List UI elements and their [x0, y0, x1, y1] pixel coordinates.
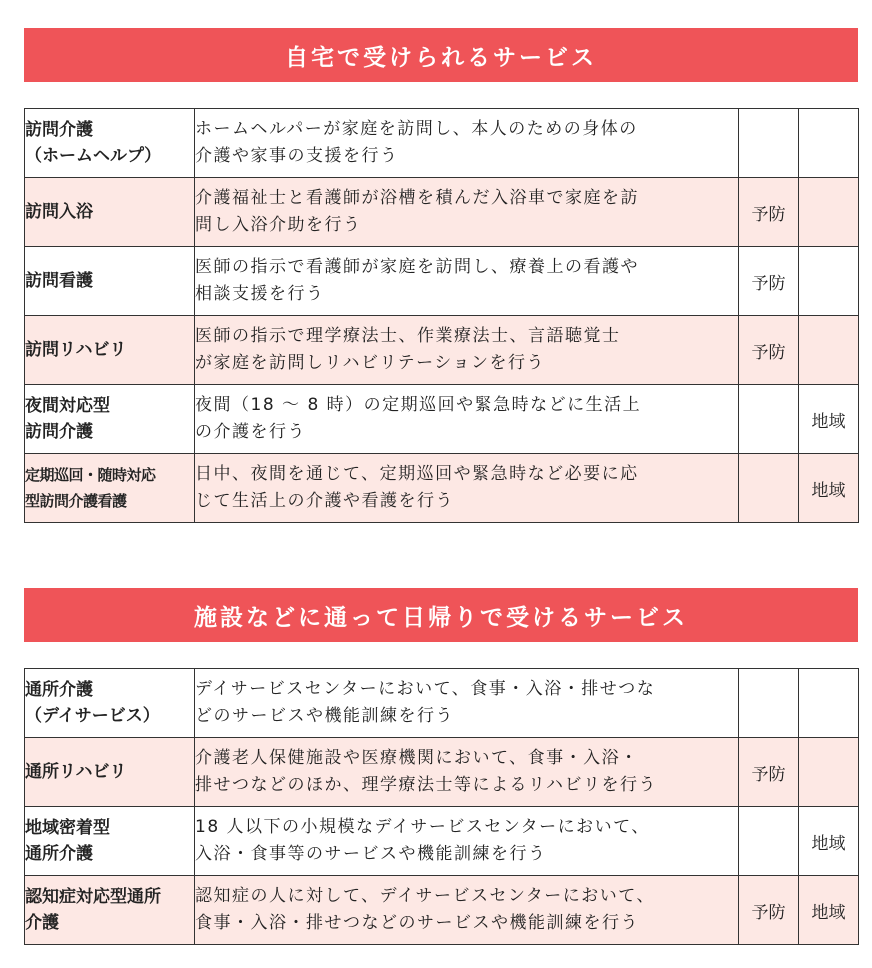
service-description	[195, 247, 739, 316]
service-name-line: 通所リハビリ	[25, 762, 127, 782]
service-name-line: 定期巡回・随時対応	[25, 466, 156, 484]
community-tag: 地域	[799, 385, 859, 454]
service-description	[195, 876, 739, 945]
description-line: 食事・入浴・排せつなどのサービスや機能訓練を行う	[195, 913, 639, 933]
description-line: 介護福祉士と看護師が浴槽を積んだ入浴車で家庭を訪	[195, 188, 639, 208]
prevention-tag: 予防	[739, 316, 799, 385]
table-row	[25, 316, 859, 385]
service-description	[195, 454, 739, 523]
table-row	[25, 109, 859, 178]
prevention-tag: 予防	[739, 247, 799, 316]
service-name	[25, 454, 195, 523]
service-name	[25, 738, 195, 807]
service-name-line: 訪問リハビリ	[25, 340, 127, 360]
service-name-line: 地域密着型	[25, 818, 110, 838]
service-name	[25, 385, 195, 454]
community-tag	[799, 247, 859, 316]
home-services-table	[24, 108, 859, 523]
community-tag	[799, 109, 859, 178]
description-line: ホームヘルパーが家庭を訪問し、本人のための身体の	[195, 119, 638, 139]
table-row	[25, 385, 859, 454]
community-tag	[799, 738, 859, 807]
description-line: 介護老人保健施設や医療機関において、食事・入浴・	[195, 748, 639, 768]
table-row	[25, 876, 859, 945]
service-description	[195, 807, 739, 876]
description-line: 排せつなどのほか、理学療法士等によるリハビリを行う	[195, 775, 657, 795]
community-tag	[799, 178, 859, 247]
service-description	[195, 178, 739, 247]
description-line: 入浴・食事等のサービスや機能訓練を行う	[195, 844, 547, 864]
table-row	[25, 669, 859, 738]
prevention-tag	[739, 385, 799, 454]
service-name-line: 通所介護	[25, 844, 93, 864]
community-tag: 地域	[799, 876, 859, 945]
description-line: 問し入浴介助を行う	[195, 215, 362, 235]
prevention-tag: 予防	[739, 738, 799, 807]
day-services-heading: 施設などに通って日帰りで受けるサービス	[24, 588, 858, 642]
service-name-line: 介護	[25, 913, 59, 933]
community-tag	[799, 669, 859, 738]
table-row	[25, 738, 859, 807]
description-line: どのサービスや機能訓練を行う	[195, 706, 454, 726]
community-tag	[799, 316, 859, 385]
service-name-line: 通所介護	[25, 680, 93, 700]
community-tag: 地域	[799, 454, 859, 523]
description-line: 認知症の人に対して、デイサービスセンターにおいて、	[195, 886, 655, 906]
home-services-heading: 自宅で受けられるサービス	[24, 28, 858, 82]
table-row	[25, 178, 859, 247]
service-name	[25, 807, 195, 876]
prevention-tag	[739, 669, 799, 738]
description-line: 医師の指示で看護師が家庭を訪問し、療養上の看護や	[195, 257, 639, 277]
prevention-tag	[739, 109, 799, 178]
description-line: 夜間（18 ～ 8 時）の定期巡回や緊急時などに生活上	[195, 395, 642, 415]
service-description	[195, 316, 739, 385]
service-name-line: 認知症対応型通所	[25, 887, 161, 907]
service-description	[195, 738, 739, 807]
service-name-line: 訪問入浴	[25, 202, 93, 222]
service-name	[25, 247, 195, 316]
prevention-tag: 予防	[739, 178, 799, 247]
table-row	[25, 247, 859, 316]
service-description	[195, 669, 739, 738]
description-line: 日中、夜間を通じて、定期巡回や緊急時など必要に応	[195, 464, 639, 484]
description-line: の介護を行う	[195, 422, 306, 442]
table-row	[25, 454, 859, 523]
description-line: 医師の指示で理学療法士、作業療法士、言語聴覚士	[195, 326, 621, 346]
service-name	[25, 669, 195, 738]
service-name-line: 訪問介護	[25, 120, 93, 140]
service-name	[25, 876, 195, 945]
service-name-line: 訪問看護	[25, 271, 93, 291]
service-name-line: 訪問介護	[25, 422, 93, 442]
description-line: 18 人以下の小規模なデイサービスセンターにおいて、	[195, 817, 650, 837]
prevention-tag: 予防	[739, 876, 799, 945]
description-line: 介護や家事の支援を行う	[195, 146, 399, 166]
service-name	[25, 109, 195, 178]
description-line: じて生活上の介護や看護を行う	[195, 491, 454, 511]
service-description	[195, 385, 739, 454]
description-line: 相談支援を行う	[195, 284, 325, 304]
service-name-line: （デイサービス）	[25, 706, 160, 726]
prevention-tag	[739, 807, 799, 876]
service-name-line: 夜間対応型	[25, 396, 110, 416]
service-name-line: 型訪問介護看護	[25, 492, 127, 510]
prevention-tag	[739, 454, 799, 523]
service-name	[25, 316, 195, 385]
description-line: デイサービスセンターにおいて、食事・入浴・排せつな	[195, 679, 656, 699]
table-row	[25, 807, 859, 876]
service-name	[25, 178, 195, 247]
community-tag: 地域	[799, 807, 859, 876]
service-name-line: （ホームヘルプ）	[25, 146, 162, 166]
description-line: が家庭を訪問しリハビリテーションを行う	[195, 353, 545, 373]
service-description	[195, 109, 739, 178]
day-services-table	[24, 668, 859, 945]
